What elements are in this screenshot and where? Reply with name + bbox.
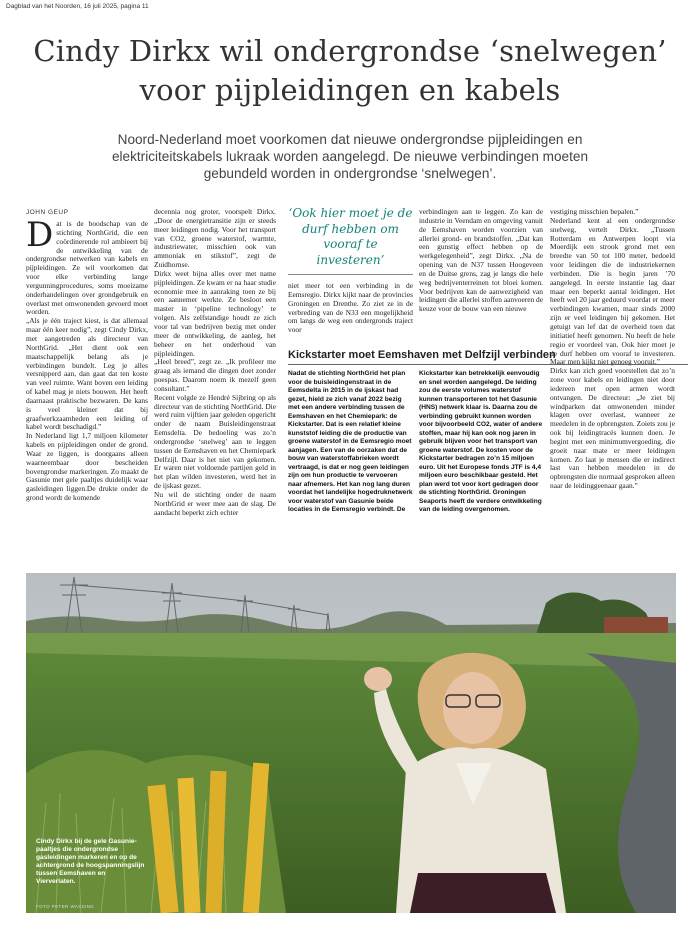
source-line: Dagblad van het Noorden, 16 juli 2025, pagina 11 — [6, 3, 149, 10]
article-paragraph: decennia nog groter, voorspelt Dirkx. „Door de energietransitie zijn er steeds meer leidingen nodig. Voor het transport van CO2, groene waterstof, warmte, industriewater, misschien ook van ammoniak en stikstof”, zegt de Zuidhornse. — [154, 208, 276, 270]
article-column-1 — [26, 220, 148, 570]
article-paragraph: Dirkx kan zich goed voorstellen dat zo’n zone voor kabels en leidingen niet door iedereen met open armen wordt ontvangen. De directeur: „Je ziet bij windparken dat omwonenden minder klagen over overlast, wanneer ze meedelen in de opbrengsten. Zoiets zou je ook bij leidingtracés kunnen doen. Je begint met een minimumvergoeding, die groeit naar mate er meer leidingen komen. Zo laat je mensen die er indirect last van hebben meedelen in de opbrengsten die normaal gesproken alleen naar de leidinggeenaar gaan.” — [550, 366, 675, 491]
article-paragraph: „Heel breed”, zegt ze. „Ik profileer me graag als iemand die dingen doet zonder poespas. Daarom noem ik mezelf geen consultant.” — [154, 357, 276, 393]
dropcap: D — [26, 220, 54, 255]
article-column-2 — [154, 208, 276, 570]
article-column-5 — [550, 208, 675, 570]
kickstarter-heading: Kickstarter moet Eemshaven met Delfzijl verbinden — [288, 349, 556, 361]
pull-quote: ‘Ook hier moet je de durf hebben om vooraf te investeren’ — [288, 206, 413, 275]
paragraph-text: at is de boodschap van de stichting NorthGrid, die een coördinerende rol ambieert bij de ontwikkeling van de ondergrondse netwerken van kabels en pijpleidingen. Ze wil voorkomen dat voor elke verbinding lange vergunningprocedures, soms moeizame onderhandelingen over grondgebruik en overlast met omwonenden gevoerd moet worden. — [26, 220, 148, 317]
article-column-3 — [288, 282, 413, 344]
headline: Cindy Dirkx wil ondergrondse ‘snelwegen’ voor pijpleidingen en kabels — [33, 34, 667, 107]
article-paragraph: vestiging misschien bepalen.” — [550, 208, 639, 216]
article-paragraph: verbindingen aan te leggen. Zo kan de industrie in Veendam en omgeving vanuit de Eemshaven worden voorzien van allerlei grond- en brandstoffen. „Dat kan een gunstig effect hebben op de werkgelegenheid”, zegt Dirkx. „Na de opening van de N37 tussen Hoogeveen en de Duitse grens, zag je langs die hele weg bedrijventerreinen tot bloei komen. Voor bedrijven kan de aanwezigheid van leidingen die allerlei stoffen aanvoeren de keuze voor de bouw van een nieuwe — [419, 208, 543, 314]
article-paragraph: Dirkx weet bijna alles over met name pijpleidingen. Ze kwam er na haar studie economie mee in aanraking toen ze bij een aannemer werkte. Ze besloot een master in ‘pipeline technology’ te volgen. Als zelfstandige houdt ze zich voor tal van bedrijven bezig met onder meer de ontwikkeling, de aanleg, het beheer en het onderhoud van pijpleidingen. — [154, 268, 276, 358]
photo-credit: FOTO PETER WASSING — [36, 904, 95, 909]
photo-caption: Cindy Dirkx bij de gele Gasunie-paaltjes die ondergrondse gasleidingen markeren en op de achtergrond de hoogspanningslijn tussen Eemshaven en Vierverlaten. — [36, 838, 145, 885]
article-paragraph: niet meer tot een verbinding in de Eemsregio. Dirkx kijkt naar de provincies Groningen en Drenthe. Zo ziet ze in de verbreding van de N33 een mogelijkheid om langs de weg een ondergronds traject voor — [288, 282, 413, 335]
intro-paragraph: Noord-Nederland moet voorkomen dat nieuwe ondergrondse pijpleidingen en elektriciteitskabels lukraak worden aangelegd. De nieuwe verbindingen moeten gebundeld worden in ondergrondse ‘snelwegen’. — [111, 132, 589, 181]
article-paragraph: In Nederland ligt 1,7 miljoen kilometer kabels en pijpleidingen onder de grond. Waar ze liggen, is doorgaans alleen waarneembaar door bescheiden bovengrondse markeringen. Zo maakt de Gasunie met gele paaltjes duidelijk waar gasleidingen liggen.De drukte onder de grond wordt de komende — [26, 431, 148, 503]
kickstarter-rule — [288, 364, 688, 365]
kickstarter-text-right: Kickstarter kan betrekkelijk eenvoudig en snel worden aangelegd. De leiding zou de eerste volumes waterstof kunnen transporteren tot het Gasunie (HNS) netwerk klaar is. Daarna zou de verbinding gebruikt kunnen worden voor bijvoorbeeld CO2, water of andere stoffen, maar hij kan ook nog jaren in gebruik blijven voor het transport van groene waterstof. De kosten voor de Kickstarter bedragen zo’n 15 miljoen euro. Uit het Europese fonds JTF is 4,4 miljoen euro beschikbaar gesteld. Het plan werd tot voor kort gedragen door de stichting NorthGrid. Groningen Seaports heeft de verdere ontwikkeling van de leiding overgenomen. — [419, 370, 543, 513]
article-paragraph — [26, 220, 148, 317]
article-paragraph: Nu wil de stichting onder de naam NorthGrid er weer mee aan de slag. De aandacht beperkt zich echter — [154, 490, 276, 517]
article-paragraph: „Als je één traject kiest, is dat allemaal maar één keer nodig”, zegt Cindy Dirkx, met aangetreden als directeur van NorthGrid. „Het dient ook een maatschappelijk belang als je verbindingen bundelt. Leg je alles versnipperd aan, dan gaat dat ten koste van veel ruimte. Want boven een leiding of kabel mag je niets bouwen. Het heeft daarnaast praktische bezwaren. De kans is veel kleiner dat bij graafwerkzaamheden een leiding of kabel wordt beschadigd.” — [26, 316, 148, 432]
article-column-4 — [419, 208, 543, 344]
kickstarter-text-left: Nadat de stichting NorthGrid het plan voor de buisleidingenstraat in de Eemsdelta in 2015 in de ijskast had gezet, hield ze zich vanaf 2022 bezig met een andere verbinding tussen de Eemshaven en het Chemiepark: de Kickstarter. Dat is een relatief kleine kunststof leiding die de productie van groene waterstof in de Eemsregio moet aanjagen. Een van de oorzaken dat de bouw van waterstoffabrieken wordt vertraagd, is dat er nog geen leidingen zijn om hun productie te vervoeren naar afnemers. Het kan nog lang duren voordat het landelijke hogedruknetwerk voor waterstof van Gasunie beide locaties in de Eemsregio verbindt. De — [288, 370, 413, 513]
article-paragraph: Recent volgde ze Hendré Sijbring op als directeur van de stichting NorthGrid. Die werd ruim vijftien jaar geleden opgericht onder de naam Buisleidingenstraat Eemsdelta. De bedoeling was zo’n ondergrondse ‘snelweg’ aan te leggen tussen de Eemshaven en het Chemiepark Delfzijl. Daar is het niet van gekomen. Er waren niet voldoende partijen geld in het plan wilden investeren, werd het in de ijskast gezet. — [154, 392, 276, 491]
byline: JOHN GEUP — [26, 209, 69, 216]
article-paragraph: Nederland kent al een ondergrondse snelweg, vertelt Dirkx. „Tussen Rotterdam en Antwerpen loopt via Moerdijk een strook grond met een breedte van 50 tot 100 meter, bedoeld voor leidingen die de industriekernen verbinden. Die is begin jaren ’70 aangelegd. In eerste instantie lag daar maar een beperkt aantal leidingen. Het heeft wel 20 jaar geduurd voordat er meer verbindingen kwamen, maar sinds 2000 zijn er veel leidingen bij gekomen. Het getuigt van lef dat de overheid toen dat initiatief heeft genomen. Nu heeft de hele regio er voordeel van. Ook hier moet je de durf hebben om vooraf te investeren. Maar men kijkt niet genoeg vooruit.” — [550, 215, 675, 367]
